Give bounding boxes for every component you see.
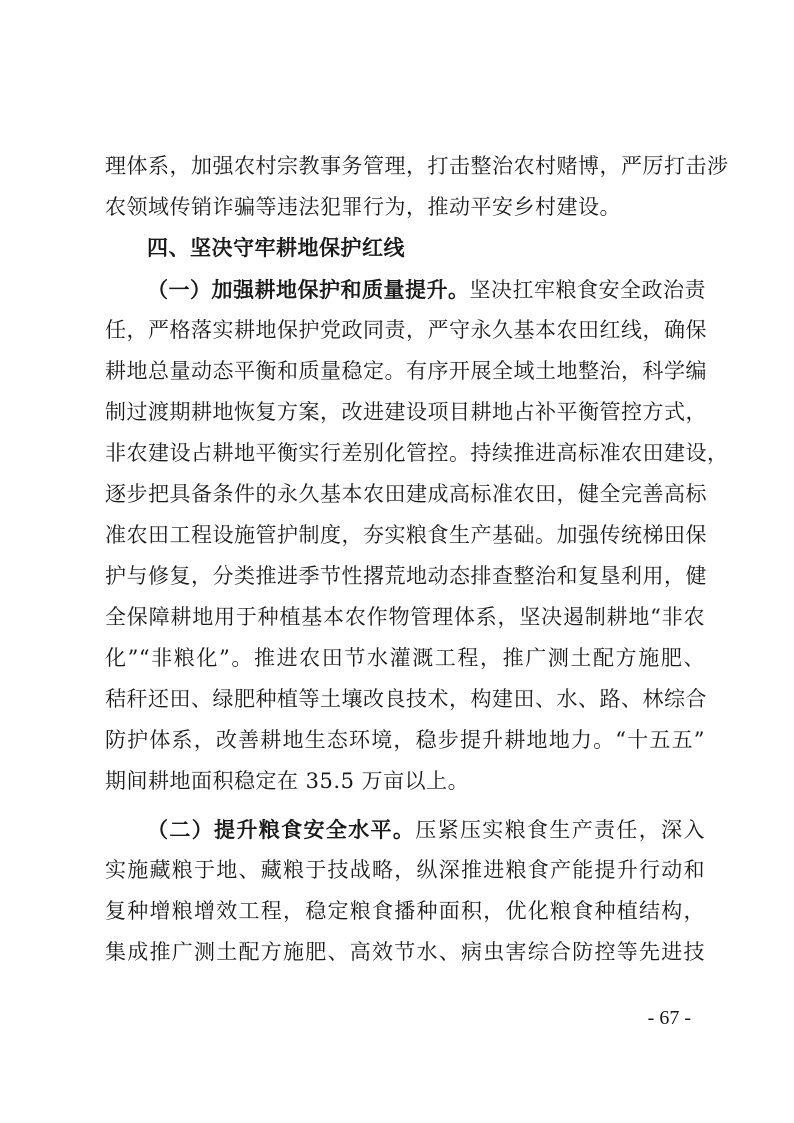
subsection-1 xyxy=(105,269,729,802)
paragraph-line: 护与修复，分类推进季节性撂荒地动态排查整治和复垦利用，健 xyxy=(105,564,707,588)
paragraph-text: 压紧压实粮食生产责任，深入 xyxy=(415,818,705,842)
paragraph-line: 复种增粮增效工程，稳定粮食播种面积，优化粮食种植结构， xyxy=(105,899,705,923)
paragraph-line: 期间耕地面积稳定在 35.5 万亩以上。 xyxy=(105,769,470,793)
paragraph-line: 集成推广测土配方施肥、高效节水、病虫害综合防控等先进技 xyxy=(105,940,705,964)
paragraph-line: 化”“非粮化”。推进农田节水灌溉工程，推广测土配方施肥、 xyxy=(105,646,705,670)
subsection-2 xyxy=(105,809,705,973)
section-heading: 四、坚决守牢耕地保护红线 xyxy=(147,236,405,260)
paragraph-line: 耕地总量动态平衡和质量稳定。有序开展全域土地整治，科学编 xyxy=(105,359,707,383)
document-body xyxy=(105,146,729,973)
paragraph-line: 秸秆还田、绿肥种植等土壤改良技术，构建田、水、路、林综合 xyxy=(105,687,707,711)
paragraph-line: 全保障耕地用于种植基本农作物管理体系，坚决遏制耕地“非农 xyxy=(105,605,705,629)
subsection-title: （一）加强耕地保护和质量提升。 xyxy=(147,277,470,302)
paragraph-line: 逐步把具备条件的永久基本农田建成高标准农田，健全完善高标 xyxy=(105,482,707,506)
paragraph-line: 任，严格落实耕地保护党政同责，严守永久基本农田红线，确保 xyxy=(105,318,707,342)
subsection-title: （二）提升粮食安全水平。 xyxy=(147,817,416,842)
paragraph-line xyxy=(105,809,705,850)
paragraph-line: 实施藏粮于地、藏粮于技战略，纵深推进粮食产能提升行动和 xyxy=(105,858,705,882)
paragraph-line: 非农建设占耕地平衡实行差别化管控。持续推进高标准农田建设， xyxy=(105,441,729,465)
paragraph-line: 理体系，加强农村宗教事务管理，打击整治农村赌博，严厉打击涉 xyxy=(105,154,729,178)
paragraph-line xyxy=(105,269,705,310)
paragraph-line: 防护体系，改善耕地生态环境，稳步提升耕地地力。“十五五” xyxy=(105,728,705,752)
paragraph-line: 制过渡期耕地恢复方案，改进建设项目耕地占补平衡管控方式， xyxy=(105,400,707,424)
paragraph-line: 准农田工程设施管护制度，夯实粮食生产基础。加强传统梯田保 xyxy=(105,523,707,547)
paragraph-line: 农领域传销诈骗等违法犯罪行为，推动平安乡村建设。 xyxy=(105,195,621,219)
page-number: - 67 - xyxy=(647,1007,691,1029)
paragraph-intro xyxy=(105,146,729,228)
paragraph-text: 坚决扛牢粮食安全政治责 xyxy=(469,278,706,302)
